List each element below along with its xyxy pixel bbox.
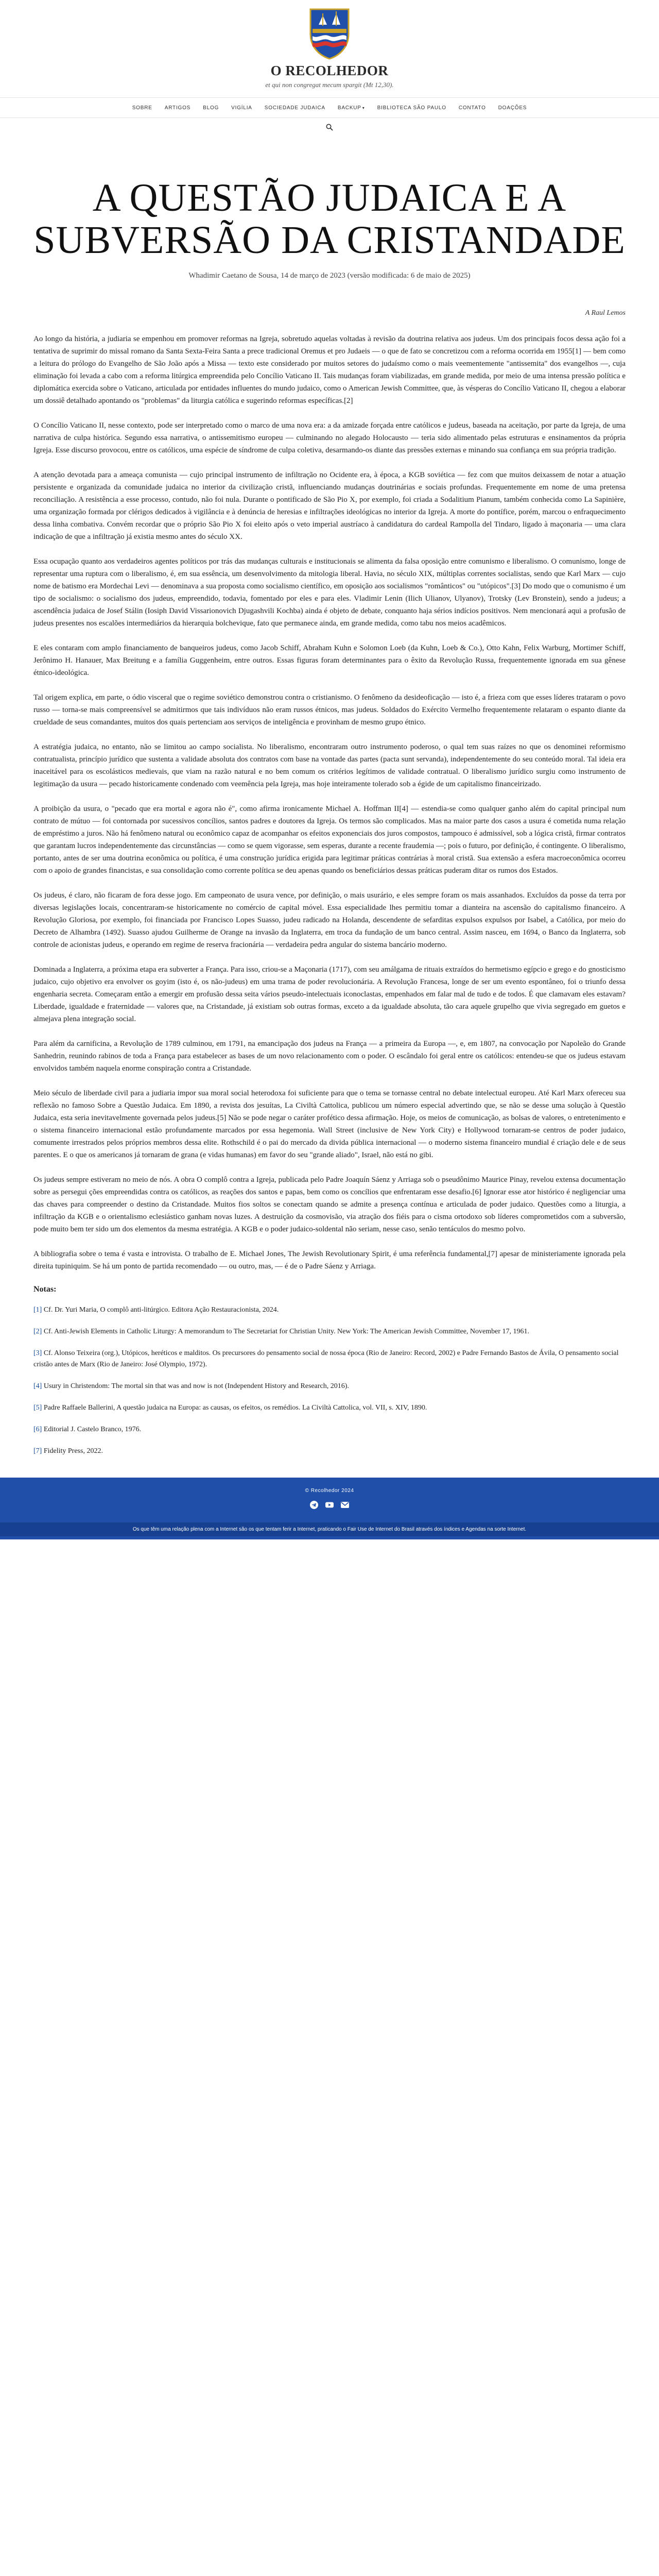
paragraph: A proibição da usura, o "pecado que era mortal e agora não é", como afirma ironicamente Michael A. Hoffman II[4] — estendia-se como qualquer ganho além do capital principal num contrato de mútuo — foi contornada por sucessivos concílios, santos padres e doutores da Igreja. Os termos são complicados. Mas na maior parte dos casos a usura é cometida numa relação de empréstimo a juros. Não há fenômeno natural ou econômico capaz de acompanhar os efeitos exponenciais dos juros compostos, tampouco é admissível, sob a lógica cristã, firmar contratos que garantam lucros independentemente das circunstâncias — como se quem vigorasse, sem esperas, durante a recente fraudemia —; pois o futuro, por definição, é contingente. O liberalismo, portanto, antes de ser uma doutrina econômica ou política, é uma construção jurídica erigida para legitimar práticas contrárias à moral cristã. Sua extensão a esfera macroeconômica ocorreu com o apoio de grandes financistas, e sua consolidação como corrente política se deu apenas quando os beneficiários dessas práticas puderam ditar os rumos dos Estados.	[33, 805, 626, 875]
nav-item-sobre[interactable]: SOBRE	[132, 105, 152, 111]
paragraph: Tal origem explica, em parte, o ódio visceral que o regime soviético demonstrou contra o cristianismo. O fenômeno da desideoficação — isto é, a frieza com que esses líderes trataram o povo russo — torna-se mais compreensível se admitirmos que tais indivíduos não eram russos étnicos, mas judeus. Soldados do Exército Vermelho frequentemente relataram o espanto diante da crueldade de seus comandantes, muitos dos quais pertenciam aos serviços de inteligência e provinham de mesmo grupo étnico.	[33, 693, 626, 726]
email-icon[interactable]	[341, 1501, 349, 1509]
paragraph: Dominada a Inglaterra, a próxima etapa era subverter a França. Para isso, criou-se a Maçonaria (1717), com seu amálgama de rituais extraídos do hermetismo egípcio e grego e do gnosticismo judaico, cujo objetivo era envolver os goyim (isto é, os não-judeus) em uma trama de poder revolucionária. A Revolução Francesa, longe de ser um evento espontâneo, foi o triunfo dessa engenharia secreta. Começaram então a emergir em profusão dessa seita vários pseudo-intelectuais iconoclastas, empenhados em falar mal de tudo e de todos. É que clamavam eles estavam? Liberdade, igualdade e fraternidade — valores que, na Cristandade, já existiam sob outras formas, exceto a da igualdade absoluta, tão cara aquele grupelho que vivia segregado em guetos e almejava plena integração social.	[33, 965, 626, 1023]
footer-notice: Os que têm uma relação plena com a Internet são os que tentam ferir a Internet, praticando o Fair Use de Internet do Brasil através dos índices e Agendas na sorte Internet.	[0, 1522, 659, 1536]
note-anchor-link[interactable]: [5]	[33, 1404, 42, 1412]
nav-item-artigos[interactable]: ARTIGOS	[164, 105, 191, 111]
note-text: Padre Raffaele Ballerini, A questão judaica na Europa: as causas, os efeitos, os remédios. La Civiltà Cattolica, vol. VII, s. XIV, 1890.	[43, 1404, 427, 1412]
paragraph: Essa ocupação quanto aos verdadeiros agentes políticos por trás das mudanças culturais e institucionais se alimenta da falsa oposição entre comunismo e liberalismo. O comunismo, longe de representar uma ruptura com o liberalismo, é, em sua essência, um desenvolvimento da mitologia liberal. Havia, no século XIX, múltiplas correntes socialistas, sendo que Karl Marx — cujo nome de batismo era Mordechai Levi — denominava a sua proposta como socialismo científico, em oposição aos socialismos "românticos" ou "utópicos".[3] Do modo que o comunismo é um tipo de socialismo: o socialismo dos judeus, empreendido, todavia, fomentado por eles e para eles. Vladimir Lenin (Ilich Ulianov, Ulyanov), Trotsky (Lev Bronstein), sendo a judeus; a ascendência judaica de Josef Stálin (Iosiph David Vissarionovich Djugashvili Kochba) ainda é objeto de debate, conquanto haja sérios indícios positivos. Nem mencionará aqui a profusão de judeus presentes nos escalões intermediários da hierarquia bolchevique, fato que permanece ainda, em grande medida, como tabu nos meios acadêmicos.	[33, 557, 626, 628]
note-text: Usury in Christendom: The mortal sin that was and now is not (Independent History and Research, 2016).	[43, 1382, 349, 1390]
paragraph: Para além da carnificina, a Revolução de 1789 culminou, em 1791, na emancipação dos judeus na França — a primeira da Europa —, e, em 1807, na convocação por Napoleão do Grande Sanhedrin, reunindo rabinos de toda a França para estabelecer as bases de um novo relacionamento com o poder. O escândalo foi geral entre os católicos: entendeu-se que os judeus estavam envolvidos também naquela enorme conspiração contra a Cristandade.	[33, 1040, 626, 1073]
telegram-icon[interactable]	[310, 1501, 318, 1509]
site-header	[0, 0, 659, 137]
note-text: Cf. Dr. Yuri Maria, O complô anti-litúrgico. Editora Ação Restauracionista, 2024.	[43, 1306, 279, 1314]
note-item	[33, 1424, 626, 1435]
nav-item-sociedade-judaica[interactable]: SOCIEDADE JUDAICA	[264, 105, 325, 111]
coat-of-arms-logo[interactable]	[307, 6, 352, 60]
note-anchor-link[interactable]: [1]	[33, 1306, 42, 1314]
youtube-icon[interactable]	[325, 1501, 334, 1509]
note-anchor-link[interactable]: [4]	[33, 1382, 42, 1390]
note-anchor-link[interactable]: [7]	[33, 1447, 42, 1455]
note-anchor-link[interactable]: [2]	[33, 1328, 42, 1335]
nav-item-contato[interactable]: CONTATO	[458, 105, 486, 111]
notes-heading: Notas:	[33, 1285, 57, 1294]
nav-item-blog[interactable]: BLOG	[203, 105, 219, 111]
main-nav	[0, 97, 659, 118]
site-title[interactable]: O RECOLHEDOR	[270, 63, 389, 78]
article	[33, 177, 626, 1457]
note-item	[33, 1304, 626, 1316]
paragraph: A bibliografia sobre o tema é vasta e introvista. O trabalho de E. Michael Jones, The Jewish Revolutionary Spirit, é uma referência fundamental,[7] apesar de ministeriamente ignorada pela direita tupiniquim. Se há um ponto de partida recomendado — ou outro, mas, — é de o Padre Sáenz y Arriaga.	[33, 1250, 626, 1270]
nav-item-doacoes[interactable]: DOAÇÕES	[498, 105, 527, 111]
note-item	[33, 1348, 626, 1370]
footer-copyright: © Recolhedor 2024	[305, 1488, 354, 1494]
nav-item-backup-label: BACKUP	[337, 105, 361, 111]
paragraph: A atenção devotada para a ameaça comunista — cujo principal instrumento de infiltração no Ocidente era, à época, a KGB soviética — fez com que muitos deixassem de notar a atuação persistente e organizada da comunidade judaica no interior da civilização cristã, influenciando mudanças doutrinárias e sociais profundas. Frequentemente em nome de uma pretensa reconciliação. A resistência a esse processo, contudo, não foi nula. Durante o pontificado de São Pio X, por exemplo, foi criada a Sodalitium Pianum, também conhecida como La Sapinière, uma organização formada por clérigos dedicados à vigilância e à denúncia de heresias e infiltrações ideológicas no interior da Igreja. A morte do pontífice, porém, marcou o enfraquecimento dessa linha combativa. Convém recordar que o próprio São Pio X foi eleito após o veto imperial austríaco à candidatura do cardeal Rampolla del Tindaro, ligado à maçonaria — uma clara indicação de que a infiltração já existia mesmo antes do século XX.	[33, 471, 626, 541]
note-item	[33, 1446, 626, 1457]
site-tagline: et qui non congregat mecum spargit (Mt 12,30).	[265, 81, 394, 89]
nav-item-backup[interactable]	[332, 105, 371, 111]
site-footer	[0, 1478, 659, 1539]
post-dedication: A Raul Lemos	[585, 309, 626, 317]
nav-item-vigilia[interactable]: VIGÍLIA	[231, 105, 252, 111]
search-row	[0, 118, 659, 137]
paragraph: Os judeus, é claro, não ficaram de fora desse jogo. Em campeonato de usura vence, por definição, o mais usurário, e eles sempre foram os mais assanhados. Excluídos da posse da terra por diversas legislações locais, concentraram-se historicamente no comércio de capital móvel. Essa especialidade lhes permitiu tomar a dianteira na ascensão do capitalismo financeiro. A Revolução Gloriosa, por exemplo, foi financiada por Francisco Lopes Suasso, judeu radicado na Holanda, descendente de sefarditas expulsos expulsos por Isabel, a Católica, por meio do Decreto de Alhambra (1492). Suasso ajudou Guilherme de Orange na invasão da Inglaterra, em troca da fundação de um banco central. Assim nasceu, em 1694, o Banco da Inglaterra, sob controle de acionistas judeus, e operando em regime de reserva fracionária — verdadeira pedra angular do sistema bancário moderno.	[33, 891, 626, 949]
note-text: Editorial J. Castelo Branco, 1976.	[43, 1426, 142, 1433]
note-anchor-link[interactable]: [3]	[33, 1349, 42, 1357]
nav-item-biblioteca[interactable]: BIBLIOTECA SÃO PAULO	[377, 105, 446, 111]
note-item	[33, 1381, 626, 1392]
post-byline: Whadimir Caetano de Sousa, 14 de março de 2023 (versão modificada: 6 de maio de 2025)	[188, 272, 471, 280]
note-anchor-link[interactable]: [6]	[33, 1426, 42, 1433]
note-text: Cf. Alonso Teixeira (org.), Utópicos, heréticos e malditos. Os precursores do pensamento social de nossa época (Rio de Janeiro: Record, 2002) e Padre Fernando Bastos de Ávila, O pensamento social cristão antes de Marx (Rio de Janeiro: José Olympio, 1972).	[33, 1349, 619, 1368]
note-item	[33, 1326, 626, 1337]
footer-social	[0, 1501, 659, 1509]
paragraph: O Concílio Vaticano II, nesse contexto, pode ser interpretado como o marco de uma nova era: a da amizade forçada entre católicos e judeus, baseada na aceitação, por parte da Igreja, de uma narrativa de culpa histórica. Segundo essa narrativa, o antissemitismo europeu — culminando no alegado Holocausto — teria sido alimentado pelas estruturas e ensinamentos da própria Igreja. Esse discurso provocou, entre os católicos, uma espécie de síndrome de culpa coletiva, desarmando-os diante das pressões externas e minando sua confiança em sua própria tradição.	[33, 421, 626, 454]
chevron-down-icon: ▾	[362, 105, 365, 110]
notes-list	[33, 1304, 626, 1457]
paragraph: Ao longo da história, a judiaria se empenhou em promover reformas na Igreja, sobretudo aquelas voltadas à revisão da doutrina relativa aos judeus. Um dos principais focos dessa ação foi a tentativa de suprimir do missal romano da Santa Sexta-Feira Santa a prece tradicional Oremus et pro Judaeis — o que de fato se concretizou com a reforma ocorrida em 1955[1] — bem como a leitura do prólogo do Evangelho de São João após a Missa — texto este considerado por muitos setores do judaísmo como o mais veementemente "antissemita" dos evangelhos —, cuja eliminação foi levada a cabo com a reforma litúrgica empreendida pelo Concílio Vaticano II. Tais mudanças foram viabilizadas, em grande medida, por meio de uma intensa pressão política e diplomática exercida sobre o Vaticano, articulada por entidades influentes do mundo judaico, como o American Jewish Committee, que, às vésperas do Concílio Vaticano II, chegou a elaborar um dossiê detalhado apontando os "problemas" da liturgia católica e sugerindo reformas específicas.[2]	[33, 335, 626, 405]
post-body	[33, 333, 626, 1273]
note-item	[33, 1402, 626, 1414]
paragraph: A estratégia judaica, no entanto, não se limitou ao campo socialista. No liberalismo, encontraram outro instrumento poderoso, o qual tem suas raízes no que os denominei reformismo contratualista, princípio jurídico que sustenta a validade absoluta dos contratos com base na vontade das partes (pacta sunt servanda), independentemente do seu conteúdo moral. Tal ideia era inaceitável para os escolásticos medievais, que viam na razão natural e no bem comum os critérios legítimos de validade contratual. O liberalismo jurídico surgiu como instrumento de legitimação da usura — pecado historicamente condenado com veemência pela Igreja, mas hoje inteiramente tolerado sob a égide de um capitalismo financeirizado.	[33, 743, 626, 788]
paragraph: E eles contaram com amplo financiamento de banqueiros judeus, como Jacob Schiff, Abraham Kuhn e Solomon Loeb (da Kuhn, Loeb & Co.), Otto Kahn, Felix Warburg, Mortimer Schiff, Jerônimo H. Hanauer, Max Breitung e a família Guggenheim, entre outros. Essas figuras foram determinantes para o êxito da Revolução Russa, frequentemente ignorada em sua gênese étnico-ideológica.	[33, 644, 626, 677]
search-icon[interactable]	[326, 124, 333, 131]
note-text: Fidelity Press, 2022.	[43, 1447, 103, 1455]
paragraph: Os judeus sempre estiveram no meio de nós. A obra O complô contra a Igreja, publicada pelo Padre Joaquín Sáenz y Arriaga sob o pseudônimo Maurice Pinay, revelou extensa documentação sobre as persegui ções empreendidas contra os católicos, as reações dos santos e papas, bem como os concílios que enfrentaram esse desafio.[6] Ignorar esse ator histórico é negligenciar uma das chaves para compreender o destino da Cristandade. Muitos fios soltos se conectam quando se admite a presença contínua e articulada de poder judaico. Questões como a liturgia, a infiltração da KGB e o orientalismo eclesiástico ganham novas luzes. A destruição da cosmovisão, via atração dos fiéis para o cisma ortodoxo sob líderes comprometidos com a subversão, pode muito bem ter sido um dos elementos da mesma estratégia. A KGB e o poder judaico-soldental não seriam, nesse caso, senão tentáculos do mesmo polvo.	[33, 1176, 626, 1233]
note-text: Cf. Anti-Jewish Elements in Catholic Liturgy: A memorandum to The Secretariat for Christian Unity. New York: The American Jewish Committee, November 17, 1961.	[43, 1328, 530, 1335]
post-title: A QUESTÃO JUDAICA E A SUBVERSÃO DA CRISTANDADE	[33, 176, 626, 262]
paragraph: Meio século de liberdade civil para a judiaria impor sua moral social heterodoxa foi suficiente para que o tema se tornasse central no debate intelectual europeu. Até Karl Marx ofereceu sua reflexão no famoso Sobre a Questão Judaica. Em 1890, a revista dos jesuítas, La Civiltà Cattolica, publicou um número especial advertindo que, se não se desse uma solução à Questão Judaica, esta seria inevitavelmente governada pelos judeus.[5] Não se pode negar o caráter profético dessa afirmação. Hoje, os meios de comunicação, as bolsas de valores, o entretenimento e o sistema financeiro internacional estão profundamente marcados por essa hegemonia. Wall Street (inclusive de New York City) e Hollywood tornaram-se centros de poder judaico, comumente irrestrados pelos próprios membros dessa elite. Rothschild é o pai do mercado da divida pública internacional — o moderno sistema financeiro mundial é criação dele e de seus parentes. E o que os americanos já tornaram de grana (e vidas humanas) em favor do seu "grande aliado", Israel, não está no gibi.	[33, 1089, 626, 1159]
